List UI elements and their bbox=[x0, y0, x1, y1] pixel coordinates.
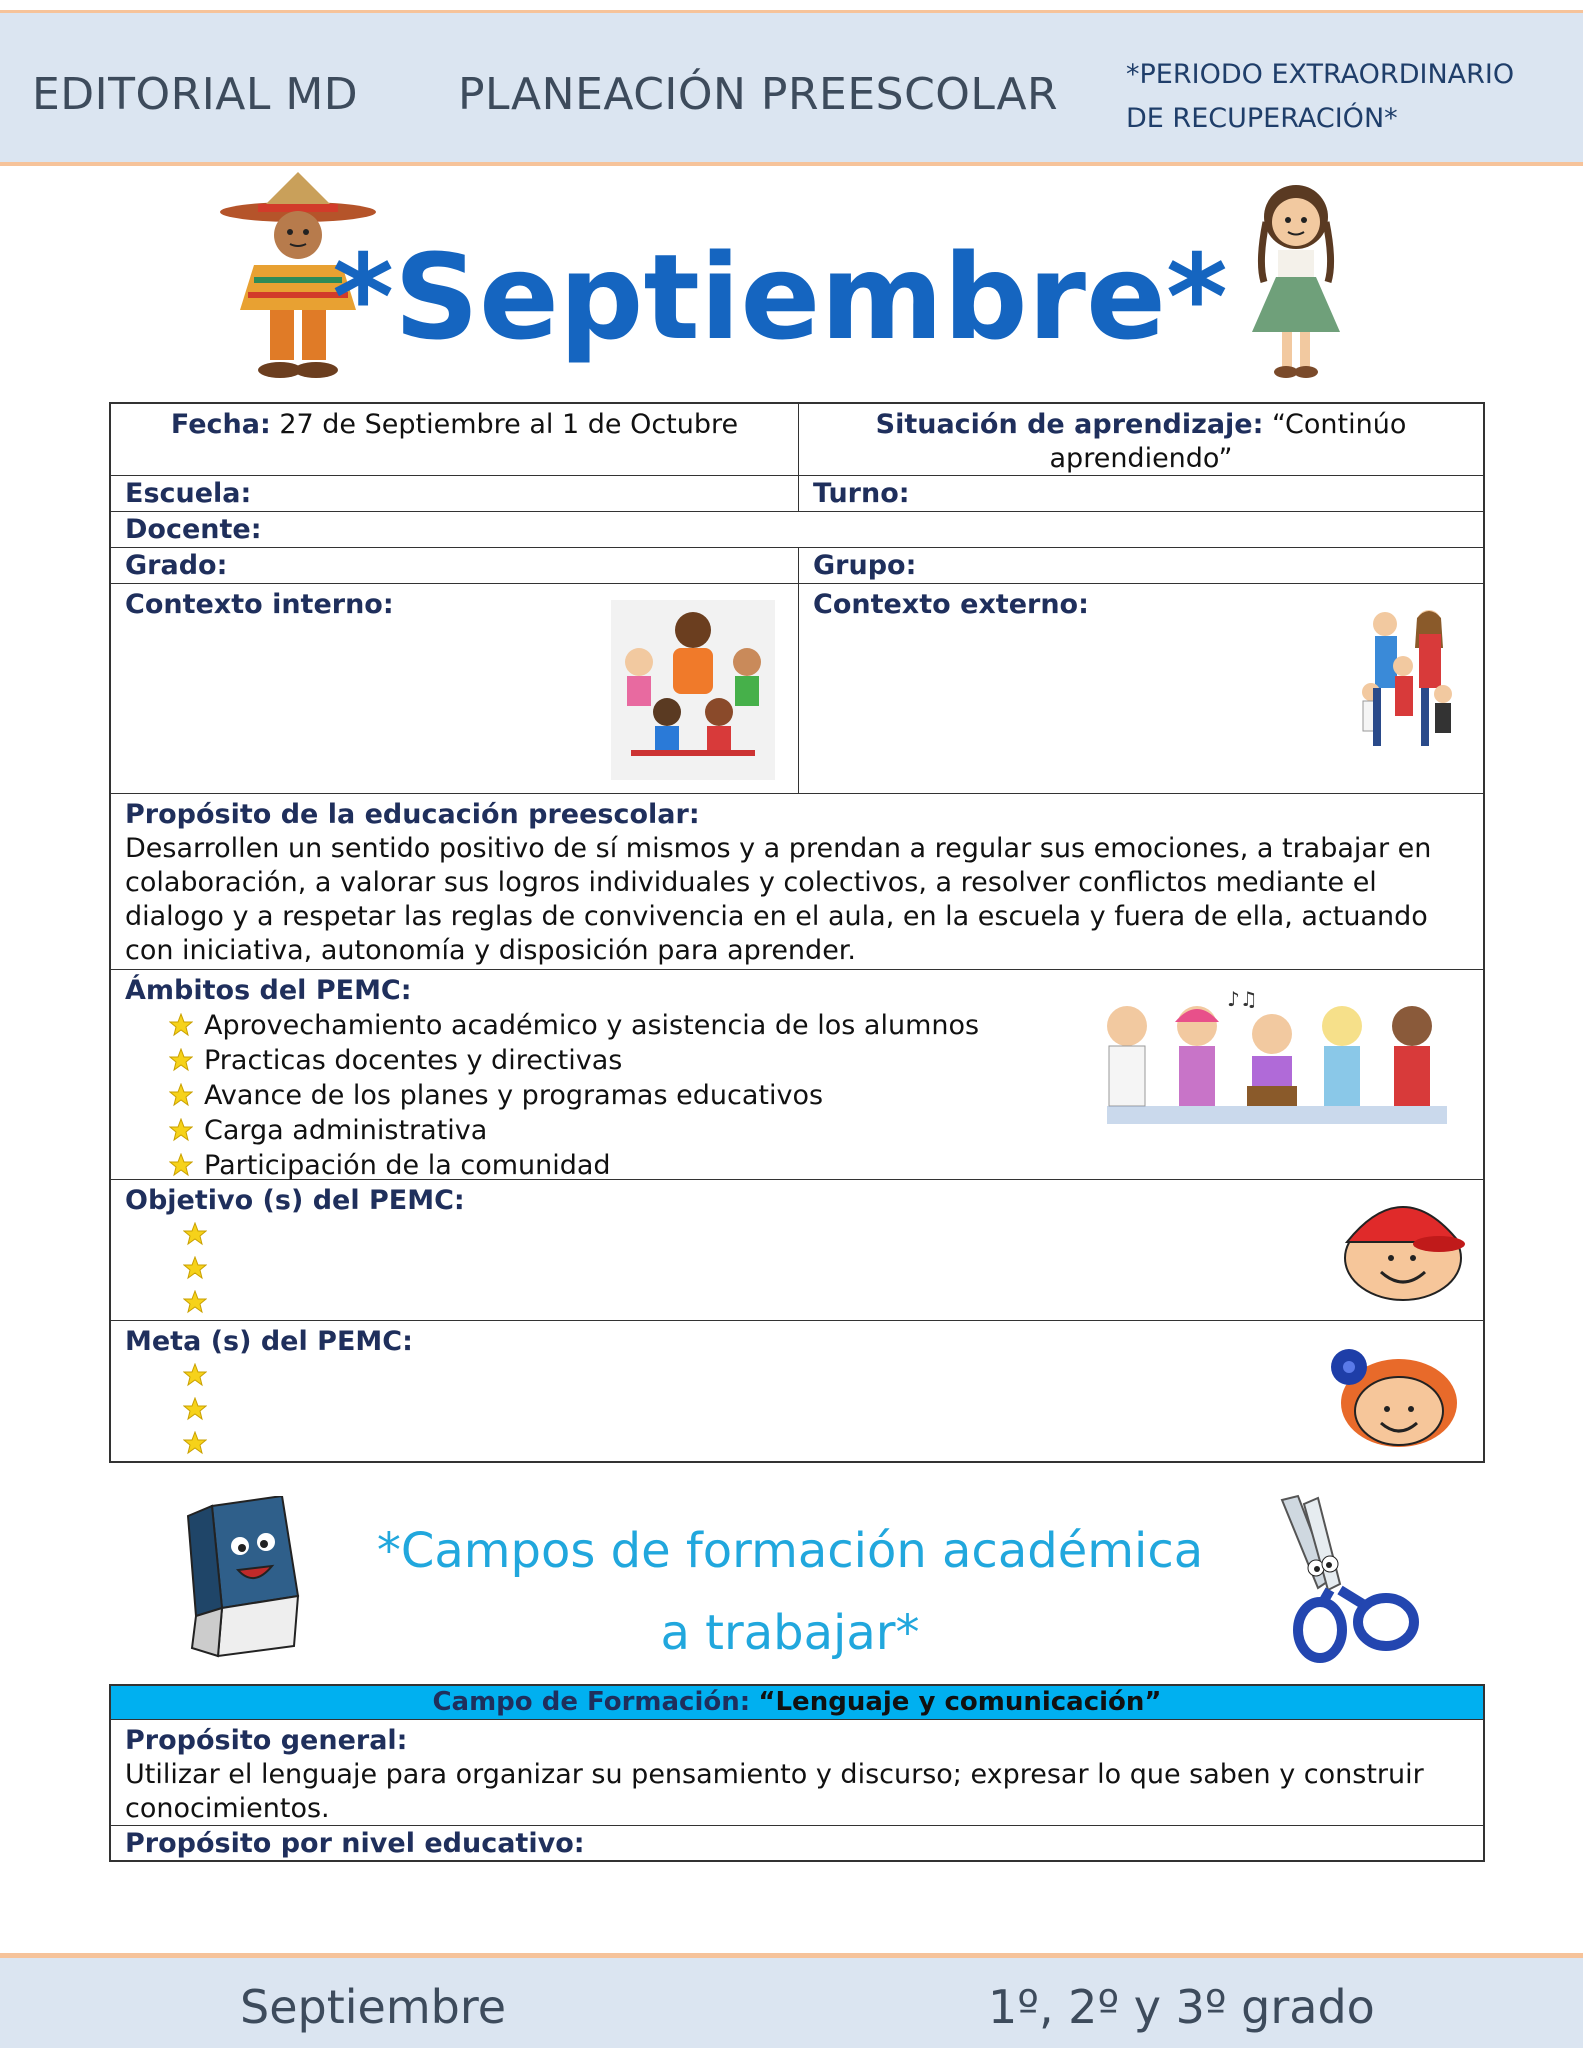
proposito-text: Desarrollen un sentido positivo de sí mismos y a prendan a regular sus emociones, a trabajar en colaboración, a valorar sus logros individuales y colectivos, a resolver conflictos mediante el dialogo y a respetar las reglas de convivencia en el aula, en la escuela y fuera de ella, actuando con iniciativa, autonomía y disposición para aprender. bbox=[125, 833, 1432, 966]
objetivos-cell bbox=[111, 1180, 1483, 1320]
page-header bbox=[0, 10, 1583, 166]
campo-label: Campo de Formación: bbox=[432, 1687, 751, 1717]
campo-header bbox=[111, 1686, 1483, 1720]
row-metas bbox=[111, 1321, 1483, 1461]
girl-face-illustration bbox=[1323, 1341, 1463, 1451]
row-ambitos bbox=[111, 970, 1483, 1180]
list-item: Carga administrativa bbox=[169, 1113, 1483, 1148]
grado-label: Grado: bbox=[111, 548, 799, 583]
contexto-interno-label: Contexto interno: bbox=[125, 589, 394, 620]
scissors-illustration bbox=[1274, 1494, 1424, 1666]
row-contexto bbox=[111, 584, 1483, 794]
campos-title-line-1: *Campos de formación académica bbox=[376, 1523, 1204, 1579]
campos-title bbox=[300, 1510, 1280, 1674]
star-bullet-icon bbox=[183, 1256, 207, 1280]
star-bullet-icon bbox=[183, 1222, 207, 1246]
turno-label: Turno: bbox=[813, 478, 910, 509]
situacion-label: Situación de aprendizaje: bbox=[875, 409, 1264, 440]
metas-cell bbox=[111, 1321, 1483, 1461]
family-illustration bbox=[1359, 608, 1459, 758]
star-bullet-icon bbox=[169, 1118, 193, 1142]
eraser-illustration bbox=[182, 1496, 302, 1660]
page-footer bbox=[0, 1953, 1583, 2048]
grupo-label: Grupo: bbox=[813, 550, 917, 581]
document-type: PLANEACIÓN PREESCOLAR bbox=[458, 69, 1059, 120]
docente-label: Docente: bbox=[125, 514, 262, 545]
star-bullet-icon bbox=[169, 1048, 193, 1072]
proposito-general-cell bbox=[111, 1720, 1483, 1826]
girl-dress-illustration bbox=[1236, 172, 1356, 387]
ambitos-cell bbox=[111, 970, 1483, 1179]
boy-red-cap-illustration bbox=[1339, 1192, 1467, 1302]
metas-bullets bbox=[125, 1363, 1469, 1455]
row-escuela-turno bbox=[111, 476, 1483, 512]
campos-title-line-2: a trabajar* bbox=[660, 1605, 920, 1661]
contexto-externo-cell bbox=[799, 584, 1483, 793]
metas-label: Meta (s) del PEMC: bbox=[125, 1326, 413, 1357]
row-docente bbox=[111, 512, 1483, 548]
footer-month: Septiembre bbox=[240, 1980, 507, 2034]
period-note bbox=[1126, 53, 1566, 141]
planning-table bbox=[109, 402, 1485, 1463]
proposito-cell bbox=[111, 794, 1483, 969]
brand-name: EDITORIAL MD bbox=[32, 69, 359, 120]
star-bullet-icon bbox=[169, 1013, 193, 1037]
star-bullet-icon bbox=[183, 1363, 207, 1387]
list-item: Aprovechamiento académico y asistencia de los alumnos bbox=[169, 1008, 1483, 1043]
contexto-externo-label: Contexto externo: bbox=[813, 589, 1089, 620]
fecha-label: Fecha: bbox=[170, 409, 271, 440]
period-line-1: *PERIODO EXTRAORDINARIO bbox=[1126, 59, 1515, 90]
children-circle-illustration bbox=[611, 600, 775, 780]
situacion-cell bbox=[799, 404, 1483, 475]
campo-formacion-table bbox=[109, 1684, 1485, 1862]
proposito-general-text: Utilizar el lenguaje para organizar su pensamiento y discurso; expresar lo que saben y construir conocimientos. bbox=[125, 1759, 1424, 1824]
proposito-nivel-label: Propósito por nivel educativo: bbox=[125, 1828, 585, 1859]
campo-value: “Lenguaje y comunicación” bbox=[758, 1687, 1162, 1717]
fecha-value: 27 de Septiembre al 1 de Octubre bbox=[270, 409, 739, 440]
children-activities-illustration bbox=[1087, 986, 1467, 1136]
svg-text:♪♫: ♪♫ bbox=[1227, 987, 1258, 1011]
contexto-interno-cell bbox=[111, 584, 799, 793]
row-proposito bbox=[111, 794, 1483, 970]
list-item: Participación de la comunidad bbox=[169, 1148, 1483, 1183]
period-line-2: DE RECUPERACIÓN* bbox=[1126, 103, 1398, 134]
row-grado-grupo bbox=[111, 548, 1483, 584]
situacion-value: “Continúo aprendiendo” bbox=[1049, 409, 1407, 474]
objetivos-bullets bbox=[125, 1222, 1469, 1314]
list-item: Avance de los planes y programas educativos bbox=[169, 1078, 1483, 1113]
footer-grade: 1º, 2º y 3º grado bbox=[988, 1980, 1375, 2034]
proposito-label: Propósito de la educación preescolar: bbox=[125, 799, 700, 830]
star-bullet-icon bbox=[169, 1153, 193, 1177]
row-fecha-situacion bbox=[111, 404, 1483, 476]
star-bullet-icon bbox=[183, 1290, 207, 1314]
fecha-cell bbox=[111, 404, 799, 475]
escuela-label: Escuela: bbox=[111, 476, 799, 511]
row-objetivos bbox=[111, 1180, 1483, 1321]
list-item: Practicas docentes y directivas bbox=[169, 1043, 1483, 1078]
proposito-general-label: Propósito general: bbox=[125, 1725, 408, 1756]
star-bullet-icon bbox=[183, 1431, 207, 1455]
objetivos-label: Objetivo (s) del PEMC: bbox=[125, 1185, 465, 1216]
star-bullet-icon bbox=[169, 1083, 193, 1107]
ambitos-label: Ámbitos del PEMC: bbox=[125, 975, 412, 1006]
star-bullet-icon bbox=[183, 1397, 207, 1421]
month-title: *Septiembre* bbox=[332, 228, 1228, 366]
